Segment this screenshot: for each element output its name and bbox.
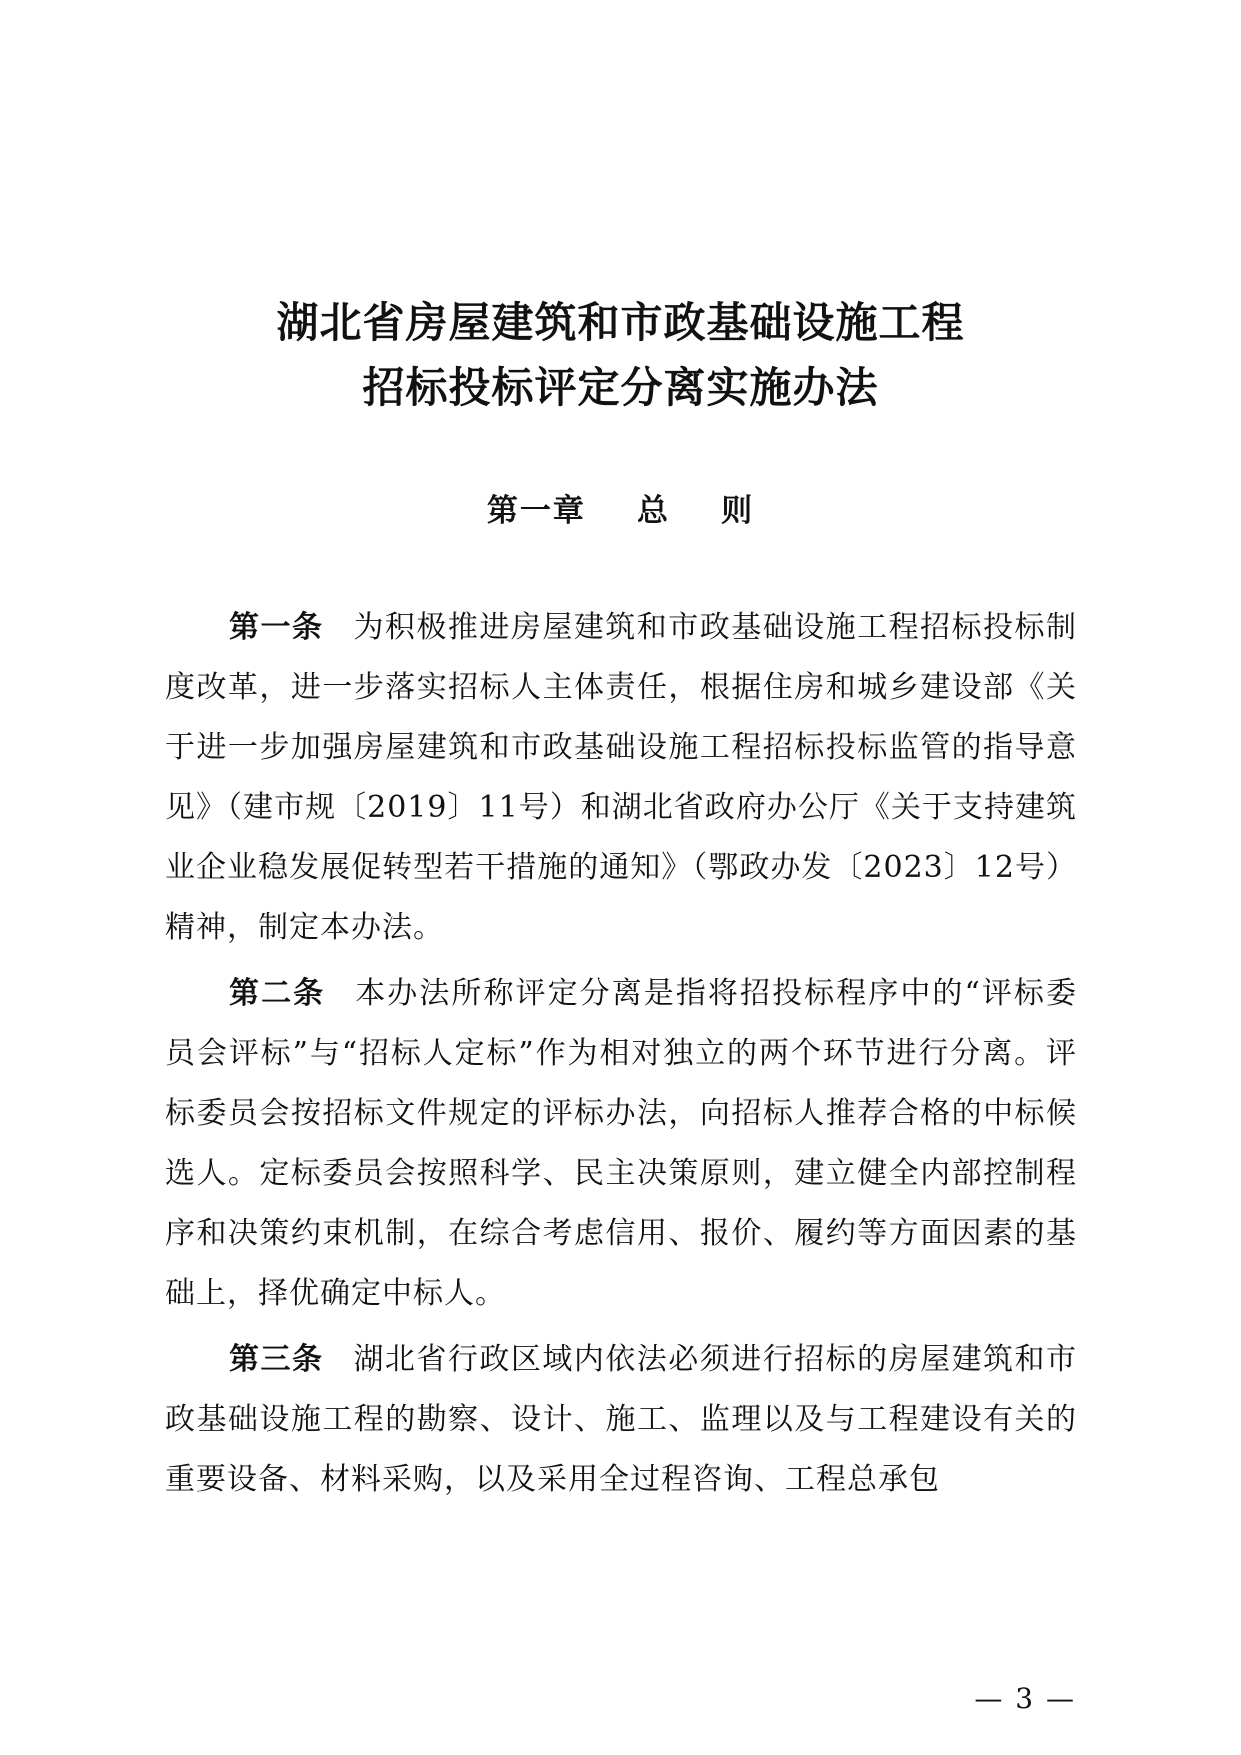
article-2-label: 第二条 — [229, 976, 326, 1011]
article-1 — [165, 598, 1077, 958]
article-3-label: 第三条 — [229, 1342, 324, 1377]
document-title-line-2: 招标投标评定分离实施办法 — [362, 363, 879, 412]
page-number: — 3 — — [974, 1682, 1076, 1715]
document-title-line-1: 湖北省房屋建筑和市政基础设施工程 — [276, 298, 965, 347]
article-3-text: 湖北省行政区域内依法必须进行招标的房屋建筑和市政基础设施工程的勘察、设计、施工、监理以及与工程建设有关的重要设备、材料采购，以及采用全过程咨询、工程总承包 — [165, 1342, 1078, 1497]
article-3 — [165, 1330, 1077, 1510]
article-1-label: 第一条 — [229, 610, 324, 645]
article-1-text: 为积极推进房屋建筑和市政基础设施工程招标投标制度改革，进一步落实招标人主体责任，根据住房和城乡建设部《关于进一步加强房屋建筑和市政基础设施工程招标投标监管的指导意见》（建市规〔2019〕11号）和湖北省政府办公厅《关于支持建筑业企业稳发展促转型若干措施的通知》（鄂政办发〔2023〕12号）精神，制定本办法。 — [165, 610, 1078, 945]
chapter-heading: 第一章 总 则 — [486, 493, 755, 529]
article-2 — [165, 964, 1077, 1324]
article-2-text: 本办法所称评定分离是指将招投标程序中的“评标委员会评标”与“招标人定标”作为相对独立的两个环节进行分离。评标委员会按招标文件规定的评标办法，向招标人推荐合格的中标候选人。定标委员会按照科学、民主决策原则，建立健全内部控制程序和决策约束机制，在综合考虑信用、报价、履约等方面因素的基础上，择优确定中标人。 — [165, 976, 1077, 1311]
